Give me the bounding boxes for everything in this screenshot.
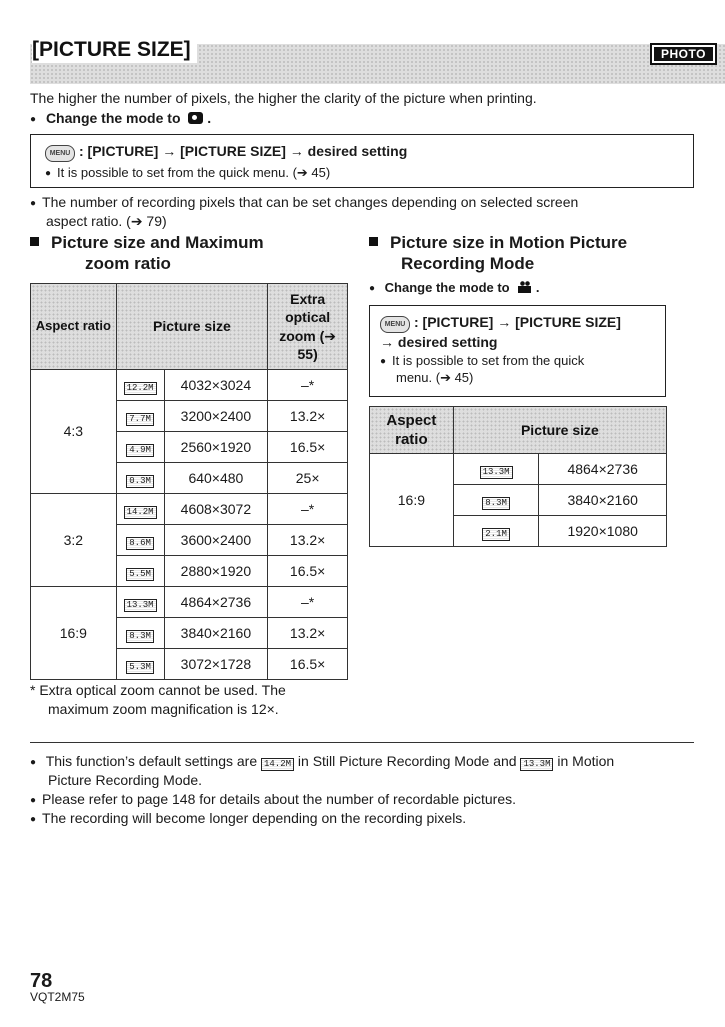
extra-zoom-cell: 25× xyxy=(268,463,348,494)
mode-instruction: ● Change the mode to . xyxy=(30,109,211,127)
motion-header-size: Picture size xyxy=(453,407,666,454)
extra-zoom-cell: 16.5× xyxy=(268,432,348,463)
pixel-note-line1: The number of recording pixels that can be set changes depending on selected screen xyxy=(42,194,579,210)
picture-size-cell: 4608×3072 xyxy=(164,494,268,525)
picture-size-cell: 2880×1920 xyxy=(164,556,268,587)
aspect-ratio-cell: 3:2 xyxy=(31,494,117,587)
menu-button-icon: MENU xyxy=(45,145,75,162)
motion-menu-path xyxy=(380,313,665,333)
picture-size-icon-cell xyxy=(116,401,164,432)
default-settings-note xyxy=(30,752,614,771)
picture-size-cell: 1920×1080 xyxy=(539,516,667,547)
extra-zoom-cell: 16.5× xyxy=(268,649,348,680)
picture-size-icon-cell xyxy=(453,454,539,485)
picture-size-icon: 13.3M xyxy=(480,466,513,479)
mode-instruction-text: Change the mode to xyxy=(45,110,181,126)
extra-zoom-cell: –* xyxy=(268,370,348,401)
refer-note-text: Please refer to page 148 for details about the number of recordable pictures. xyxy=(42,791,517,807)
quick-menu-note xyxy=(45,165,693,182)
document-code: VQT2M75 xyxy=(30,990,85,1004)
picture-size-cell: 4032×3024 xyxy=(164,370,268,401)
motion-note-line2: menu. (➔ 45) xyxy=(396,370,474,386)
picture-size-cell: 3072×1728 xyxy=(164,649,268,680)
picture-size-icon: 4.9M xyxy=(126,444,154,457)
picture-size-icon-cell xyxy=(116,494,164,525)
picture-size-icon: 8.3M xyxy=(126,630,154,643)
menu-path-text: : [PICTURE] → [PICTURE SIZE] → desired setting xyxy=(79,143,408,159)
camera-mode-icon xyxy=(188,112,203,124)
aspect-ratio-cell: 4:3 xyxy=(31,370,117,494)
left-heading-line2: zoom ratio xyxy=(85,254,171,273)
recording-time-text: The recording will become longer depending on the recording pixels. xyxy=(42,810,467,826)
picture-size-cell: 3200×2400 xyxy=(164,401,268,432)
extra-zoom-cell: 13.2× xyxy=(268,525,348,556)
header-aspect-ratio: Aspect ratio xyxy=(31,284,117,370)
table-row xyxy=(31,370,348,401)
divider xyxy=(30,742,694,743)
picture-size-icon-cell xyxy=(116,618,164,649)
picture-size-icon-cell xyxy=(453,485,539,516)
picture-size-cell: 3840×2160 xyxy=(164,618,268,649)
default-settings-line2: Picture Recording Mode. xyxy=(48,772,203,788)
aspect-ratio-cell: 16:9 xyxy=(370,454,454,547)
picture-size-cell: 2560×1920 xyxy=(164,432,268,463)
motion-path-line1: : [PICTURE] → [PICTURE SIZE] xyxy=(414,314,621,330)
picture-size-icon-cell xyxy=(116,649,164,680)
recording-time-note xyxy=(30,809,466,827)
left-section-heading xyxy=(30,232,264,254)
footnote-line1: * Extra optical zoom cannot be used. The xyxy=(30,682,286,698)
motion-note-line1: It is possible to set from the quick xyxy=(392,353,585,369)
header-extra-zoom: Extra optical zoom (➔ 55) xyxy=(268,284,348,370)
table-row xyxy=(31,587,348,618)
extra-zoom-cell: –* xyxy=(268,494,348,525)
quick-menu-note-text: It is possible to set from the quick menu. (➔ 45) xyxy=(57,165,331,180)
table-row xyxy=(31,494,348,525)
picture-size-icon: 2.1M xyxy=(482,528,510,541)
extra-zoom-cell: 13.2× xyxy=(268,618,348,649)
motion-header-row xyxy=(370,407,667,454)
refer-note xyxy=(30,790,516,808)
right-heading-line1: Picture size in Motion Picture xyxy=(390,233,628,252)
picture-size-table xyxy=(30,283,348,680)
movie-mode-icon xyxy=(517,281,532,293)
photo-badge xyxy=(650,43,717,65)
picture-size-icon: 8.3M xyxy=(482,497,510,510)
right-heading-line2: Recording Mode xyxy=(401,254,535,273)
picture-size-icon-cell xyxy=(116,432,164,463)
picture-size-icon: 12.2M xyxy=(124,382,157,395)
motion-path-line2: → desired setting xyxy=(380,334,498,350)
table-header-row xyxy=(31,284,348,370)
menu-path xyxy=(45,142,693,162)
motion-mode-instruction: ● Change the mode to . xyxy=(369,280,539,297)
intro-text: The higher the number of pixels, the higher the clarity of the picture when printing. xyxy=(30,90,537,106)
heading-square-icon xyxy=(30,237,39,246)
picture-size-icon: 7.7M xyxy=(126,413,154,426)
pixel-note-line2: aspect ratio. (➔ 79) xyxy=(46,213,167,229)
default-text-a: This function’s default settings are xyxy=(45,753,258,769)
picture-size-icon: 14.2M xyxy=(261,758,294,771)
table-row xyxy=(370,454,667,485)
heading-square-icon xyxy=(369,237,378,246)
motion-note xyxy=(380,353,665,370)
extra-zoom-cell: –* xyxy=(268,587,348,618)
page-title: [PICTURE SIZE] xyxy=(32,36,197,63)
photo-badge-label: PHOTO xyxy=(654,47,713,61)
aspect-ratio-cell: 16:9 xyxy=(31,587,117,680)
motion-size-table xyxy=(369,406,667,547)
picture-size-icon: 8.6M xyxy=(126,537,154,550)
picture-size-icon: 13.3M xyxy=(124,599,157,612)
picture-size-icon-cell xyxy=(116,556,164,587)
left-heading-line1: Picture size and Maximum xyxy=(51,233,264,252)
motion-mode-text: Change the mode to xyxy=(384,280,510,295)
footnote-line2: maximum zoom magnification is 12×. xyxy=(48,701,279,717)
picture-size-cell: 3600×2400 xyxy=(164,525,268,556)
pixel-note xyxy=(30,193,578,211)
picture-size-icon: 5.5M xyxy=(126,568,154,581)
picture-size-icon-cell xyxy=(116,463,164,494)
picture-size-icon-cell xyxy=(453,516,539,547)
page-number: 78 xyxy=(30,970,53,992)
header-picture-size: Picture size xyxy=(116,284,268,370)
picture-size-icon: 14.2M xyxy=(124,506,157,519)
extra-zoom-cell: 13.2× xyxy=(268,401,348,432)
picture-size-icon: 5.3M xyxy=(126,661,154,674)
default-text-c: in Motion xyxy=(557,753,615,769)
motion-menu-box xyxy=(369,305,666,397)
menu-instruction-box xyxy=(30,134,694,188)
picture-size-icon-cell xyxy=(116,525,164,556)
right-section-heading xyxy=(369,232,627,254)
picture-size-icon: 13.3M xyxy=(520,758,553,771)
picture-size-cell: 640×480 xyxy=(164,463,268,494)
picture-size-cell: 4864×2736 xyxy=(164,587,268,618)
extra-zoom-cell: 16.5× xyxy=(268,556,348,587)
picture-size-cell: 3840×2160 xyxy=(539,485,667,516)
menu-button-icon: MENU xyxy=(380,316,410,333)
default-text-b: in Still Picture Recording Mode and xyxy=(297,753,517,769)
motion-header-aspect: Aspect ratio xyxy=(370,407,454,454)
picture-size-icon-cell xyxy=(116,587,164,618)
picture-size-icon: 0.3M xyxy=(126,475,154,488)
picture-size-cell: 4864×2736 xyxy=(539,454,667,485)
picture-size-icon-cell xyxy=(116,370,164,401)
